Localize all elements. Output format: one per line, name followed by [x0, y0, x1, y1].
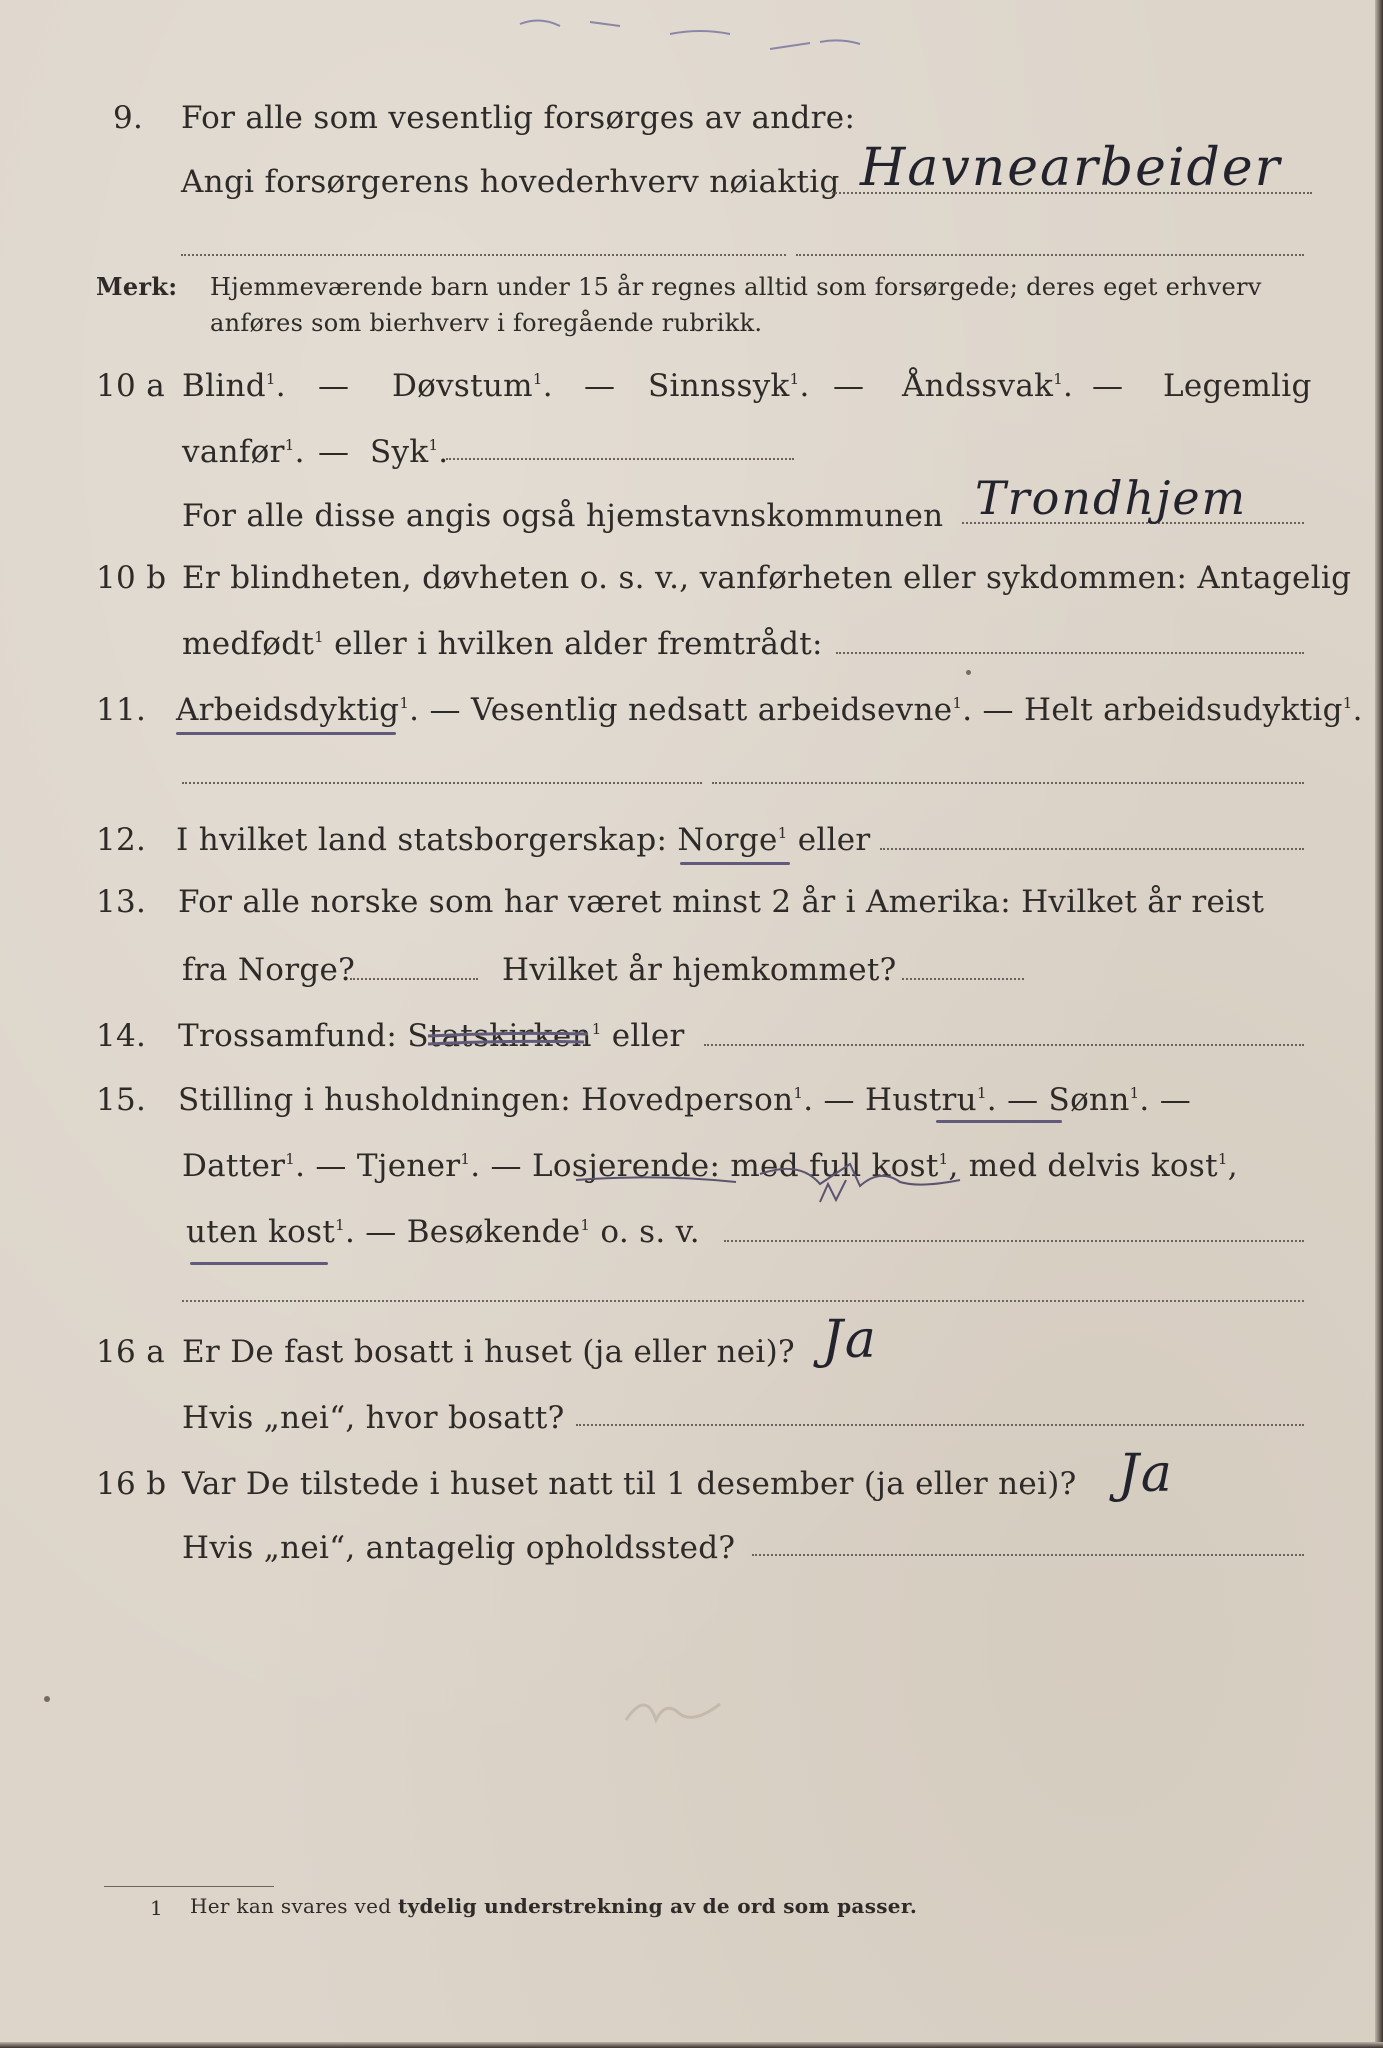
- q16b-answer-line[interactable]: [752, 1554, 1304, 1556]
- page-edge-shadow-bottom: [0, 2042, 1383, 2048]
- footnote-rule: [104, 1886, 274, 1887]
- q11-extra-line-b[interactable]: [712, 782, 1304, 784]
- q10a-dovstum: Døvstum$^1$.: [392, 368, 553, 404]
- paper-speck: [44, 1696, 50, 1702]
- q9-line2: Angi forsørgerens hovederhverv nøiaktig: [181, 164, 840, 200]
- q16a-handwritten-answer: Ja: [822, 1310, 878, 1370]
- q16a-line2: Hvis „nei“, hvor bosatt?: [182, 1400, 565, 1436]
- question-number-16a: 16 a: [96, 1334, 165, 1370]
- q10b-line1: Er blindheten, døvheten o. s. v., vanførheten eller sykdommen: Antagelig: [182, 560, 1352, 596]
- question-number-15: 15.: [96, 1082, 147, 1118]
- q10a-sep: —: [584, 368, 616, 404]
- question-number-14: 14.: [96, 1018, 147, 1054]
- q10a-line3: For alle disse angis også hjemstavnskommunen: [182, 498, 944, 534]
- q15-crossed-out-scribble: [570, 1150, 1000, 1210]
- q10b-line2: medfødt$^1$ eller i hvilken alder fremtrådt:: [182, 626, 823, 662]
- q11-options: Arbeidsdyktig$^1$. — Vesentlig nedsatt arbeidsevne$^1$. — Helt arbeidsudyktig$^1$.: [176, 692, 1363, 728]
- q10a-sep: —: [318, 368, 350, 404]
- q15-line1: Stilling i husholdningen: Hovedperson$^1$. — Hustru$^1$. — Sønn$^1$. —: [178, 1082, 1192, 1118]
- q12-answer-line[interactable]: [880, 848, 1304, 850]
- q15-uten-kost-underline: [190, 1262, 328, 1265]
- q14-answer-line[interactable]: [704, 1044, 1304, 1046]
- q13-hjemkommet-line[interactable]: [902, 978, 1024, 980]
- q11-handwritten-underline: [176, 732, 396, 735]
- q15-opt-losjerende[interactable]: Losjerende:: [532, 1148, 721, 1184]
- q10a-andssvak: Åndssvak$^1$.: [902, 368, 1074, 404]
- merk-line1: Hjemmeværende barn under 15 år regnes alltid som forsørgede; deres eget erhverv: [210, 273, 1262, 301]
- q10b-answer-line[interactable]: [836, 652, 1304, 654]
- question-number-10a: 10 a: [96, 368, 165, 404]
- merk-label: Merk:: [96, 272, 178, 301]
- q9-line1: For alle som vesentlig forsørges av andre:: [181, 100, 856, 136]
- question-number-16b: 16 b: [96, 1466, 167, 1502]
- q11-opt-nedsatt[interactable]: Vesentlig nedsatt arbeidsevne: [470, 692, 953, 728]
- paper-speck: [966, 670, 971, 675]
- page-edge-shadow: [1375, 0, 1383, 2048]
- q14-line: Trossamfund: Statskirken$^1$ eller: [178, 1018, 685, 1054]
- q10a-syk-line[interactable]: [446, 458, 794, 460]
- q12-opt-norge[interactable]: Norge: [677, 822, 778, 858]
- q10a-sep: —: [318, 434, 350, 470]
- q10a-vanfor: vanfør$^1$.: [182, 434, 305, 470]
- q15-opt-hovedperson[interactable]: Hovedperson: [581, 1082, 794, 1118]
- q15-opt-hustru[interactable]: Hustru: [864, 1082, 977, 1118]
- q13-line2b: Hvilket år hjemkommet?: [502, 952, 897, 988]
- top-faint-scribble: [520, 14, 900, 64]
- q15-opt-datter[interactable]: Datter: [182, 1148, 286, 1184]
- q15-opt-delvis-kost[interactable]: med delvis kost: [968, 1148, 1218, 1184]
- q11-extra-line-a[interactable]: [182, 782, 702, 784]
- q14-handwritten-double-underline: [424, 1032, 594, 1052]
- q12-line: I hvilket land statsborgerskap: Norge$^1$ eller: [176, 822, 871, 858]
- q10a-sep: —: [1092, 368, 1124, 404]
- q15-opt-tjener[interactable]: Tjener: [356, 1148, 461, 1184]
- q13-reist-line[interactable]: [350, 978, 478, 980]
- q10a-syk: Syk$^1$.: [370, 434, 449, 470]
- question-number-11: 11.: [96, 692, 147, 728]
- q15-opt-besokende[interactable]: Besøkende: [406, 1214, 581, 1250]
- q16b-line2: Hvis „nei“, antagelig opholdssted?: [182, 1530, 736, 1566]
- q15-opt-uten-kost[interactable]: uten kost: [186, 1214, 336, 1250]
- question-number-10b: 10 b: [96, 560, 167, 596]
- question-number-9: 9.: [113, 100, 144, 136]
- merk-line2: anføres som bierhverv i foregående rubrikk.: [210, 309, 763, 337]
- q15-line3: uten kost$^1$. — Besøkende$^1$ o. s. v.: [186, 1214, 700, 1250]
- question-number-13: 13.: [96, 884, 147, 920]
- q15-extra-line[interactable]: [182, 1300, 1304, 1302]
- q15-line2: Datter$^1$. — Tjener$^1$. — Losjerende: med full kost$^1$, med delvis kost$^1$,: [182, 1148, 1238, 1184]
- q10a-handwritten-answer: Trondhjem: [975, 471, 1248, 525]
- q16b-line1: Var De tilstede i huset natt til 1 desember (ja eller nei)?: [182, 1466, 1077, 1502]
- q16b-handwritten-answer: Ja: [1118, 1444, 1174, 1504]
- q11-opt-udyktig[interactable]: Helt arbeidsudyktig: [1023, 692, 1343, 728]
- q15-hustru-underline: [936, 1120, 1062, 1123]
- q10a-sep: —: [833, 368, 865, 404]
- q10a-legemlig: Legemlig: [1163, 368, 1312, 404]
- q13-line1: For alle norske som har været minst 2 år i Amerika: Hvilket år reist: [178, 884, 1265, 920]
- q15-answer-line[interactable]: [724, 1240, 1304, 1242]
- q10a-sinnssyk: Sinnssyk$^1$.: [648, 368, 810, 404]
- q12-handwritten-underline: [680, 862, 790, 865]
- q10a-blind: Blind$^1$.: [182, 368, 286, 404]
- q13-line2a: fra Norge?: [182, 952, 356, 988]
- q9-extra-line-a[interactable]: [181, 254, 786, 256]
- q9-extra-line-b[interactable]: [796, 254, 1304, 256]
- faint-bleed-through-mark: [620, 1680, 740, 1740]
- footnote-text: Her kan svares ved tydelig understrekning av de ord som passer.: [190, 1894, 918, 1918]
- q15-opt-sonn[interactable]: Sønn: [1048, 1082, 1130, 1118]
- q9-handwritten-answer: Havnearbeider: [860, 138, 1282, 198]
- q14-opt-statskirken[interactable]: Statskirken: [407, 1018, 592, 1054]
- footnote-mark: 1: [150, 1896, 164, 1920]
- q16a-answer-line[interactable]: [576, 1424, 1304, 1426]
- q11-opt-arbeidsdyktig[interactable]: Arbeidsdyktig: [176, 692, 400, 728]
- q16a-line1: Er De fast bosatt i huset (ja eller nei)?: [182, 1334, 795, 1370]
- question-number-12: 12.: [96, 822, 147, 858]
- q15-opt-full-kost[interactable]: med full kost: [730, 1148, 939, 1184]
